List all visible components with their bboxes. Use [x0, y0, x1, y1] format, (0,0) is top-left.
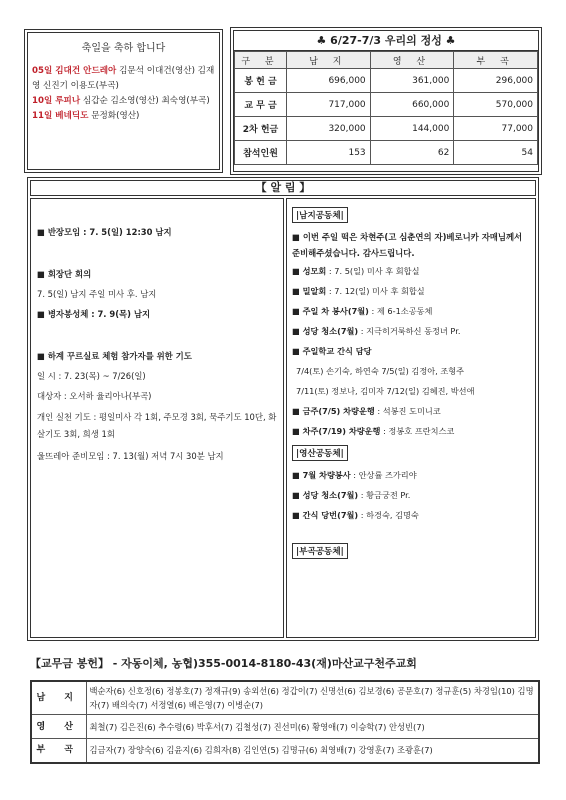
bank-transfer-info: 【교무금 봉헌】 - 자동이체, 농협)355-0014-8180-43(재)마산교구천주교회	[30, 657, 417, 670]
offering-header: 구 분	[235, 52, 287, 69]
notice-item: ■ 하계 꾸르실료 체험 참가자를 위한 기도	[37, 351, 192, 361]
donor-names: 김금자(7) 장양숙(6) 김윤지(6) 김희자(8) 김인연(5) 김명규(6) 최영배(7) 강영훈(7) 조광훈(7)	[86, 739, 539, 763]
notice-item: ■ 차주(7/19) 차량운행 : 정봉호 프란치스코	[292, 426, 455, 436]
notice-item: ■ 회장단 회의	[37, 269, 92, 279]
section-label-yeongsan: |영산공동체|	[292, 445, 348, 461]
notice-item: 대상자 : 오서하 율리아나(부곡)	[37, 391, 152, 401]
section-label-namji: |남지공동체|	[292, 207, 348, 223]
donor-names: 백순자(6) 신호정(6) 정봉호(7) 정재규(9) 송외선(6) 정갑이(7) 신명선(6) 김보경(6) 공문호(7) 정규훈(5) 차경임(10) 김명자(7) 배의숙(7) 서정열(6) 배은영(7) 이병순(7)	[86, 681, 539, 715]
notice-item: ■ 간식 당번(7월) : 하경숙, 김명숙	[292, 510, 419, 520]
feast-day-title: 축일을 축하 합니다	[81, 43, 166, 54]
donor-row	[31, 681, 539, 715]
notice-item: ■ 7월 차량봉사 : 안상률 즈가리야	[292, 470, 417, 480]
notice-item: ■ 이번 주일 떡은 차현주(고 심춘연의 자)베로니카 자매님께서 준비해주셨습니다. 감사드립니다.	[292, 232, 523, 258]
offering-row: 봉 헌 금 696,000 361,000 296,000	[235, 69, 538, 93]
notice-item: ■ 밀알회 : 7. 12(일) 미사 후 회합실	[292, 286, 425, 296]
feast-day-line: 10일 루피나 심갑순 김소영(영산) 최숙영(부곡)	[32, 96, 210, 106]
notice-item: 울뜨레아 준비모임 : 7. 13(월) 저녁 7시 30분 남지	[37, 451, 224, 461]
donor-group: 영 산	[31, 715, 86, 739]
notice-item: ■ 주일학교 간식 담당	[292, 346, 372, 356]
donor-table	[30, 680, 540, 764]
notice-right-column	[286, 198, 536, 638]
feast-day-line: 05일 김대건 안드레아 김문석 이대건(영산) 김재영 신진기 이용도(부곡)	[32, 66, 215, 91]
offering-row: 참석인원 153 62 54	[235, 141, 538, 165]
donor-row	[31, 715, 539, 739]
notice-item: 7/4(토) 손기숙, 하연숙 7/5(일) 김정아, 조형주	[296, 366, 465, 376]
notice-item: 개인 실천 기도 : 평일미사 각 1회, 주모경 3회, 묵주기도 10단, 화살기도 3회, 희생 1회	[37, 412, 277, 439]
offering-header: 부 곡	[454, 52, 538, 69]
feast-day-box	[27, 32, 220, 170]
donor-group: 부 곡	[31, 739, 86, 763]
offering-table	[234, 51, 538, 165]
notice-item: ■ 성당 청소(7월) : 황금궁전 Pr.	[292, 490, 411, 500]
notice-item: 7/11(토) 정보나, 김미자 7/12(일) 김혜진, 박선애	[296, 386, 475, 396]
section-label-bugok: |부곡공동체|	[292, 543, 348, 559]
notice-title: 【 알 림 】	[30, 180, 536, 196]
donor-row	[31, 739, 539, 763]
notice-item: ■ 주일 차 봉사(7월) : 제 6-1소공동체	[292, 306, 433, 316]
donor-group: 남 지	[31, 681, 86, 715]
notice-item: ■ 성모회 : 7. 5(일) 미사 후 회합실	[292, 266, 420, 276]
notice-item: 일 시 : 7. 23(목) ~ 7/26(일)	[37, 371, 146, 381]
donor-names: 최철(7) 김은진(6) 추수령(6) 박후서(7) 김철성(7) 진선미(6) 황영애(7) 이승학(7) 안성빈(7)	[86, 715, 539, 739]
notice-item: ■ 금주(7/5) 차량운행 : 석봉진 도미니코	[292, 406, 441, 416]
feast-day-line: 11일 베네딕도 문정화(영산)	[32, 111, 140, 121]
offering-header: 남 지	[287, 52, 371, 69]
notice-item: ■ 성당 청소(7월) : 지극히거룩하신 동정녀 Pr.	[292, 326, 461, 336]
offering-row: 교 무 금 717,000 660,000 570,000	[235, 93, 538, 117]
notice-item: 7. 5(일) 남지 주일 미사 후. 남지	[37, 289, 157, 299]
notice-left-column	[30, 198, 284, 638]
offering-panel	[233, 30, 539, 172]
offering-header: 영 산	[370, 52, 454, 69]
notice-item: ■ 반장모임 : 7. 5(일) 12:30 남지	[37, 227, 172, 237]
notice-panel	[27, 177, 539, 641]
offering-title: ♣ 6/27-7/3 우리의 정성 ♣	[234, 31, 538, 51]
offering-row: 2차 헌금 320,000 144,000 77,000	[235, 117, 538, 141]
notice-item: ■ 병자봉성체 : 7. 9(목) 남지	[37, 309, 151, 319]
